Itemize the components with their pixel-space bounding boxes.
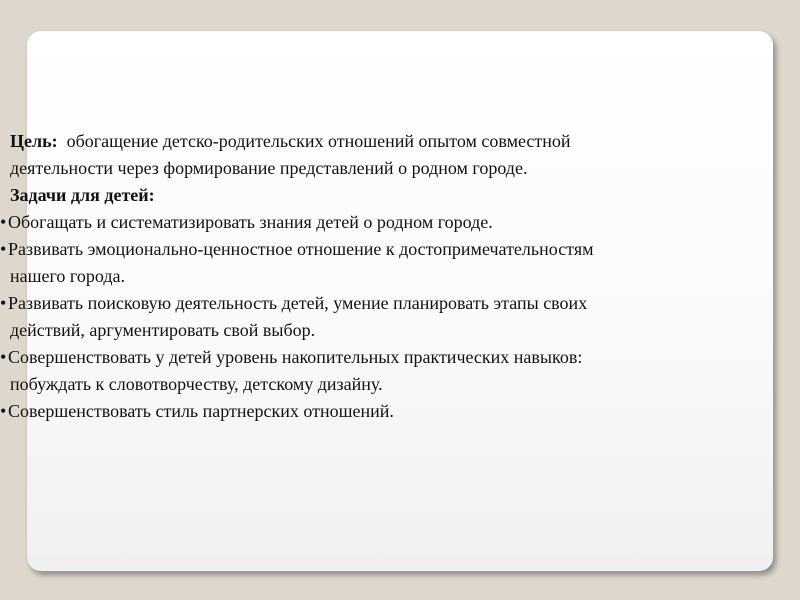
task-2-text: Развивать эмоционально-ценностное отношение к достопримечательностям bbox=[8, 239, 594, 259]
list-item bbox=[0, 344, 780, 371]
slide-text bbox=[0, 128, 780, 425]
goal-label: Цель: bbox=[10, 131, 58, 151]
tasks-heading-line bbox=[0, 182, 780, 209]
goal-text-2: деятельности через формирование представлений о родном городе. bbox=[10, 158, 528, 178]
task-5-text: Совершенствовать стиль партнерских отношений. bbox=[8, 401, 394, 421]
list-item bbox=[0, 236, 780, 263]
bullet-icon: • bbox=[0, 212, 7, 232]
task-3-text-cont: действий, аргументировать свой выбор. bbox=[10, 320, 316, 340]
bullet-icon: • bbox=[0, 239, 7, 259]
bullet-icon: • bbox=[0, 347, 7, 367]
list-item-continuation bbox=[0, 317, 780, 344]
goal-continuation bbox=[0, 155, 780, 182]
bullet-icon: • bbox=[0, 401, 7, 421]
task-3-text: Развивать поисковую деятельность детей, умение планировать этапы своих bbox=[8, 293, 588, 313]
list-item bbox=[0, 209, 780, 236]
list-item bbox=[0, 290, 780, 317]
list-item-continuation bbox=[0, 371, 780, 398]
task-1-text: Обогащать и систематизировать знания детей о родном городе. bbox=[8, 212, 493, 232]
tasks-heading: Задачи для детей: bbox=[10, 185, 155, 205]
task-4-text-cont: побуждать к словотворчеству, детскому дизайну. bbox=[10, 374, 383, 394]
task-4-text: Совершенствовать у детей уровень накопительных практических навыков: bbox=[8, 347, 583, 367]
goal-text-1: обогащение детско-родительских отношений опытом совместной bbox=[66, 131, 571, 151]
list-item bbox=[0, 398, 780, 425]
bullet-icon: • bbox=[0, 293, 7, 313]
task-2-text-cont: нашего города. bbox=[10, 266, 125, 286]
list-item-continuation bbox=[0, 263, 780, 290]
goal-line bbox=[0, 128, 780, 155]
